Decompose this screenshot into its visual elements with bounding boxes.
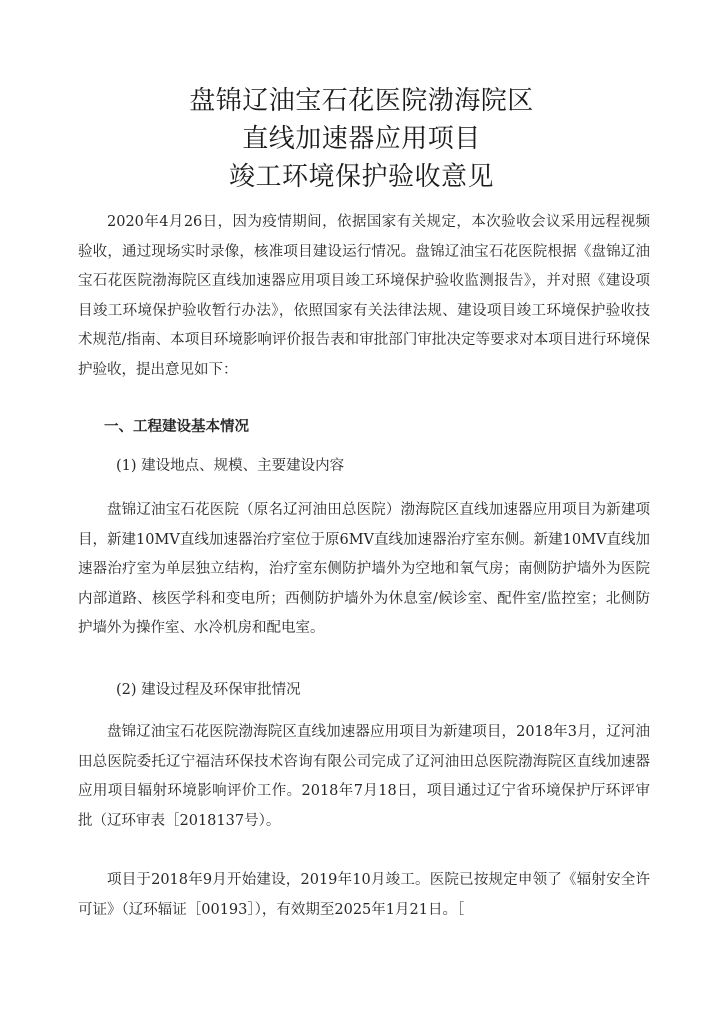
title-line-1: 盘锦辽油宝石花医院渤海院区 — [189, 86, 534, 116]
title-line-2: 直线加速器应用项目 — [242, 124, 481, 154]
sub2-heading: (2) 建设过程及环保审批情况 — [116, 682, 301, 698]
section1-heading: 一、工程建设基本情况 — [104, 418, 249, 435]
sub2-paragraph: 盘锦辽油宝石花医院渤海院区直线加速器应用项目为新建项目，2018年3月，辽河油田总医院委托辽宁福洁环保技术咨询有限公司完成了辽河油田总医院渤海院区直线加速器应用项目辐射环境影响评价工作。2018年7月18日，项目通过辽宁省环境保护厅环评审批（辽环审表［2018137号）。 — [78, 724, 650, 829]
document-title — [0, 82, 723, 196]
sub1-paragraph: 盘锦辽油宝石花医院（原名辽河油田总医院）渤海院区直线加速器应用项目为新建项目，新建10MV直线加速器治疗室位于原6MV直线加速器治疗室东侧。新建10MV直线加速器治疗室为单层独立结构，治疗室东侧防护墙外为空地和氧气房；南侧防护墙外为医院内部道路、核医学科和变电所；西侧防护墙外为休息室/候诊室、配件室/监控室；北侧防护墙外为操作室、水冷机房和配电室。 — [78, 502, 650, 636]
sub1-heading: (1) 建设地点、规模、主要建设内容 — [116, 458, 345, 474]
sub2-paragraph-2: 项目于2018年9月开始建设，2019年10月竣工。医院已按规定申领了《辐射安全许可证》（辽环辐证［00193］），有效期至2025年1月21日。［ — [78, 872, 650, 918]
intro-paragraph: 2020年4月26日，因为疫情期间，依据国家有关规定，本次验收会议采用远程视频验收，通过现场实时录像，核准项目建设运行情况。盘锦辽油宝石花医院根据《盘锦辽油宝石花医院渤海院区直线加速器应用项目竣工环境保护验收监测报告》，并对照《建设项目竣工环境保护验收暂行办法》，依照国家有关法律法规、建设项目竣工环境保护验收技术规范/指南、本项目环境影响评价报告表和审批部门审批决定等要求对本项目进行环境保护验收，提出意见如下： — [78, 214, 650, 378]
title-line-3: 竣工环境保护验收意见 — [228, 162, 494, 192]
